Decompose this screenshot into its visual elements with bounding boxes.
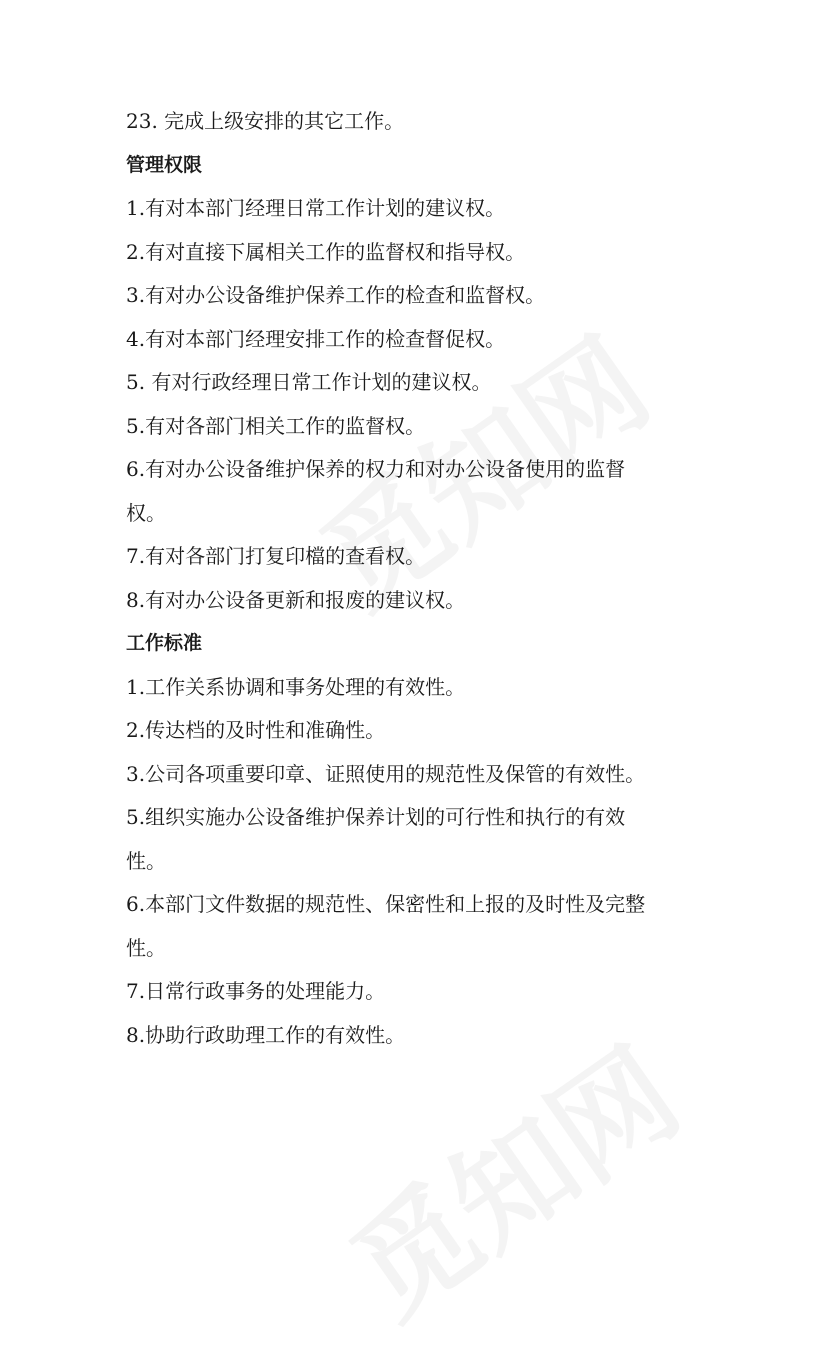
text-line: 5.有对各部门相关工作的监督权。: [126, 413, 426, 438]
text-line: 6.本部门文件数据的规范性、保密性和上报的及时性及完整: [126, 892, 646, 916]
text-line: 23. 完成上级安排的其它工作。: [126, 109, 405, 133]
text-line: 4.有对本部门经理安排工作的检查督促权。: [126, 326, 506, 351]
text-line: 2.传达档的及时性和准确性。: [126, 718, 386, 742]
text-line: 3.有对办公设备维护保养工作的检查和监督权。: [126, 283, 546, 307]
text-line: 性。: [126, 848, 166, 873]
text-line: 3.公司各项重要印章、证照使用的规范性及保管的有效性。: [126, 761, 646, 786]
text-line: 1.工作关系协调和事务处理的有效性。: [126, 674, 466, 699]
text-line: 1.有对本部门经理日常工作计划的建议权。: [126, 196, 506, 220]
text-line: 权。: [126, 500, 166, 525]
text-line: 5. 有对行政经理日常工作计划的建议权。: [126, 370, 492, 394]
text-line: 7.有对各部门打复印檔的查看权。: [126, 544, 426, 568]
text-line: 2.有对直接下属相关工作的监督权和指导权。: [126, 239, 526, 264]
text-line: 8.协助行政助理工作的有效性。: [126, 1022, 406, 1047]
text-line: 6.有对办公设备维护保养的权力和对办公设备使用的监督: [126, 457, 626, 481]
text-line: 5.组织实施办公设备维护保养计划的可行性和执行的有效: [126, 805, 626, 829]
document-body: [126, 100, 726, 1057]
text-line: 7.日常行政事务的处理能力。: [126, 979, 386, 1003]
text-line: 8.有对办公设备更新和报废的建议权。: [126, 587, 466, 612]
section-heading: 管理权限: [126, 153, 203, 176]
text-line: 性。: [126, 935, 166, 960]
section-heading: 工作标准: [126, 632, 203, 654]
